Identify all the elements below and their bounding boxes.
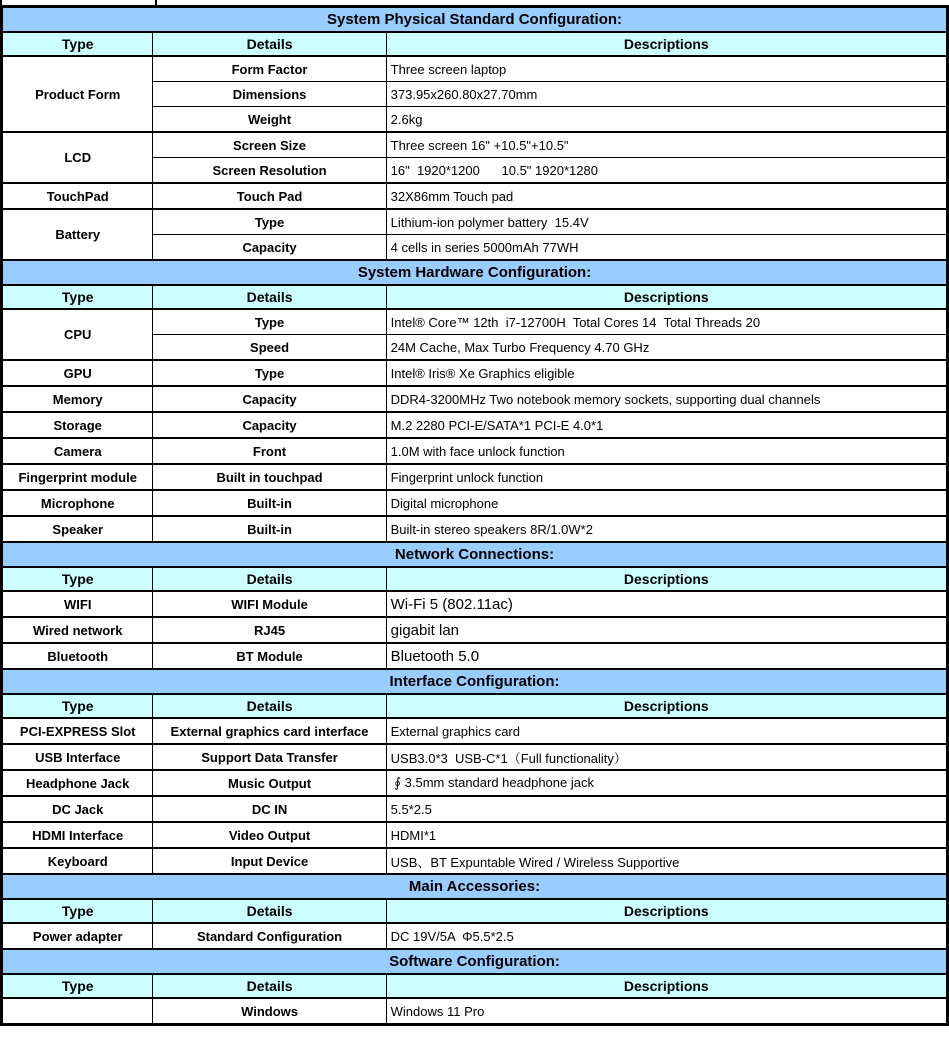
description-cell: Bluetooth 5.0 — [386, 643, 947, 669]
description-cell: 16" 1920*1200 10.5" 1920*1280 — [386, 158, 947, 184]
type-cell: Bluetooth — [2, 643, 153, 669]
type-cell: WIFI — [2, 591, 153, 617]
description-cell: USB3.0*3 USB-C*1（Full functionality） — [386, 744, 947, 770]
description-cell: Intel® Core™ 12th i7-12700H Total Cores 14 Total Threads 20 — [386, 309, 947, 335]
table-row — [2, 899, 948, 923]
column-header-type: Type — [2, 694, 153, 718]
spec-table — [0, 5, 949, 1026]
details-cell: DC IN — [153, 796, 386, 822]
table-row — [2, 998, 948, 1025]
type-cell: Storage — [2, 412, 153, 438]
details-cell: Capacity — [153, 386, 386, 412]
details-cell: Support Data Transfer — [153, 744, 386, 770]
details-cell: Touch Pad — [153, 183, 386, 209]
details-cell: Built-in — [153, 516, 386, 542]
table-row — [2, 796, 948, 822]
table-row — [2, 848, 948, 874]
section-software — [2, 949, 948, 1025]
type-cell: PCI-EXPRESS Slot — [2, 718, 153, 744]
table-row — [2, 490, 948, 516]
table-row — [2, 822, 948, 848]
column-header-descriptions: Descriptions — [386, 567, 947, 591]
section-physical — [2, 7, 948, 261]
details-cell: Front — [153, 438, 386, 464]
details-cell: Capacity — [153, 412, 386, 438]
column-header-descriptions: Descriptions — [386, 694, 947, 718]
section-network — [2, 542, 948, 669]
details-cell: Input Device — [153, 848, 386, 874]
details-cell: Speed — [153, 335, 386, 361]
table-row — [2, 744, 948, 770]
table-row — [2, 7, 948, 33]
type-cell: Product Form — [2, 56, 153, 132]
details-cell: Screen Size — [153, 132, 386, 158]
details-cell: Screen Resolution — [153, 158, 386, 184]
section-accessories — [2, 874, 948, 949]
column-header-type: Type — [2, 974, 153, 998]
type-cell: Battery — [2, 209, 153, 260]
type-cell: Speaker — [2, 516, 153, 542]
details-cell: Type — [153, 309, 386, 335]
type-cell: USB Interface — [2, 744, 153, 770]
description-cell: 2.6kg — [386, 107, 947, 133]
table-row — [2, 694, 948, 718]
type-cell: CPU — [2, 309, 153, 360]
column-header-type: Type — [2, 567, 153, 591]
column-divider-line — [155, 0, 157, 5]
description-cell: gigabit lan — [386, 617, 947, 643]
table-row — [2, 617, 948, 643]
table-row — [2, 567, 948, 591]
details-cell: Form Factor — [153, 56, 386, 82]
description-cell: USB、BT Expuntable Wired / Wireless Supportive — [386, 848, 947, 874]
table-row — [2, 209, 948, 235]
table-row — [2, 56, 948, 82]
column-header-descriptions: Descriptions — [386, 32, 947, 56]
table-row — [2, 260, 948, 285]
description-cell: 32X86mm Touch pad — [386, 183, 947, 209]
description-cell: 5.5*2.5 — [386, 796, 947, 822]
details-cell: Dimensions — [153, 82, 386, 107]
table-row — [2, 669, 948, 694]
column-header-details: Details — [153, 899, 386, 923]
details-cell: Type — [153, 360, 386, 386]
table-row — [2, 718, 948, 744]
description-cell: Wi-Fi 5 (802.11ac) — [386, 591, 947, 617]
details-cell: Standard Configuration — [153, 923, 386, 949]
description-cell: Lithium-ion polymer battery 15.4V — [386, 209, 947, 235]
details-cell: Music Output — [153, 770, 386, 796]
table-row — [2, 770, 948, 796]
details-cell: Built in touchpad — [153, 464, 386, 490]
details-cell: Weight — [153, 107, 386, 133]
description-cell: Three screen 16" +10.5"+10.5" — [386, 132, 947, 158]
description-cell: Three screen laptop — [386, 56, 947, 82]
column-header-type: Type — [2, 899, 153, 923]
type-cell — [2, 998, 153, 1025]
type-cell: Camera — [2, 438, 153, 464]
table-row — [2, 591, 948, 617]
details-cell: Built-in — [153, 490, 386, 516]
type-cell: DC Jack — [2, 796, 153, 822]
column-header-details: Details — [153, 974, 386, 998]
cropped-row-sliver — [0, 0, 949, 5]
details-cell: Video Output — [153, 822, 386, 848]
table-row — [2, 386, 948, 412]
table-row — [2, 923, 948, 949]
details-cell: RJ45 — [153, 617, 386, 643]
section-hardware — [2, 260, 948, 542]
table-row — [2, 516, 948, 542]
description-cell: Windows 11 Pro — [386, 998, 947, 1025]
table-row — [2, 949, 948, 974]
column-header-type: Type — [2, 285, 153, 309]
type-cell: GPU — [2, 360, 153, 386]
table-row — [2, 183, 948, 209]
type-cell: Memory — [2, 386, 153, 412]
description-cell: Built-in stereo speakers 8R/1.0W*2 — [386, 516, 947, 542]
description-cell: DC 19V/5A Φ5.5*2.5 — [386, 923, 947, 949]
section-interface — [2, 669, 948, 874]
type-cell: Power adapter — [2, 923, 153, 949]
description-cell: 1.0M with face unlock function — [386, 438, 947, 464]
description-cell: 4 cells in series 5000mAh 77WH — [386, 235, 947, 261]
table-row — [2, 438, 948, 464]
description-cell: External graphics card — [386, 718, 947, 744]
column-header-details: Details — [153, 32, 386, 56]
column-header-details: Details — [153, 694, 386, 718]
type-cell: TouchPad — [2, 183, 153, 209]
type-cell: Microphone — [2, 490, 153, 516]
table-row — [2, 464, 948, 490]
type-cell: Fingerprint module — [2, 464, 153, 490]
type-cell: HDMI Interface — [2, 822, 153, 848]
type-cell: LCD — [2, 132, 153, 183]
type-cell: Keyboard — [2, 848, 153, 874]
section-title: Main Accessories: — [2, 874, 948, 899]
description-cell: HDMI*1 — [386, 822, 947, 848]
description-cell: Intel® Iris® Xe Graphics eligible — [386, 360, 947, 386]
section-title: Software Configuration: — [2, 949, 948, 974]
section-title: Interface Configuration: — [2, 669, 948, 694]
section-title: Network Connections: — [2, 542, 948, 567]
description-cell: M.2 2280 PCI-E/SATA*1 PCI-E 4.0*1 — [386, 412, 947, 438]
section-title: System Hardware Configuration: — [2, 260, 948, 285]
table-row — [2, 32, 948, 56]
details-cell: External graphics card interface — [153, 718, 386, 744]
table-row — [2, 542, 948, 567]
description-cell: 373.95x260.80x27.70mm — [386, 82, 947, 107]
column-header-type: Type — [2, 32, 153, 56]
details-cell: Type — [153, 209, 386, 235]
column-header-details: Details — [153, 567, 386, 591]
type-cell: Headphone Jack — [2, 770, 153, 796]
details-cell: Windows — [153, 998, 386, 1025]
table-row — [2, 643, 948, 669]
description-cell: ∮ 3.5mm standard headphone jack — [386, 770, 947, 796]
table-row — [2, 974, 948, 998]
column-header-descriptions: Descriptions — [386, 899, 947, 923]
table-row — [2, 309, 948, 335]
column-header-details: Details — [153, 285, 386, 309]
type-cell: Wired network — [2, 617, 153, 643]
table-row — [2, 132, 948, 158]
table-row — [2, 285, 948, 309]
details-cell: BT Module — [153, 643, 386, 669]
description-cell: Fingerprint unlock function — [386, 464, 947, 490]
section-title: System Physical Standard Configuration: — [2, 7, 948, 33]
description-cell: DDR4-3200MHz Two notebook memory sockets, supporting dual channels — [386, 386, 947, 412]
column-header-descriptions: Descriptions — [386, 974, 947, 998]
column-header-descriptions: Descriptions — [386, 285, 947, 309]
table-row — [2, 874, 948, 899]
details-cell: Capacity — [153, 235, 386, 261]
table-row — [2, 412, 948, 438]
description-cell: 24M Cache, Max Turbo Frequency 4.70 GHz — [386, 335, 947, 361]
details-cell: WIFI Module — [153, 591, 386, 617]
table-row — [2, 360, 948, 386]
description-cell: Digital microphone — [386, 490, 947, 516]
